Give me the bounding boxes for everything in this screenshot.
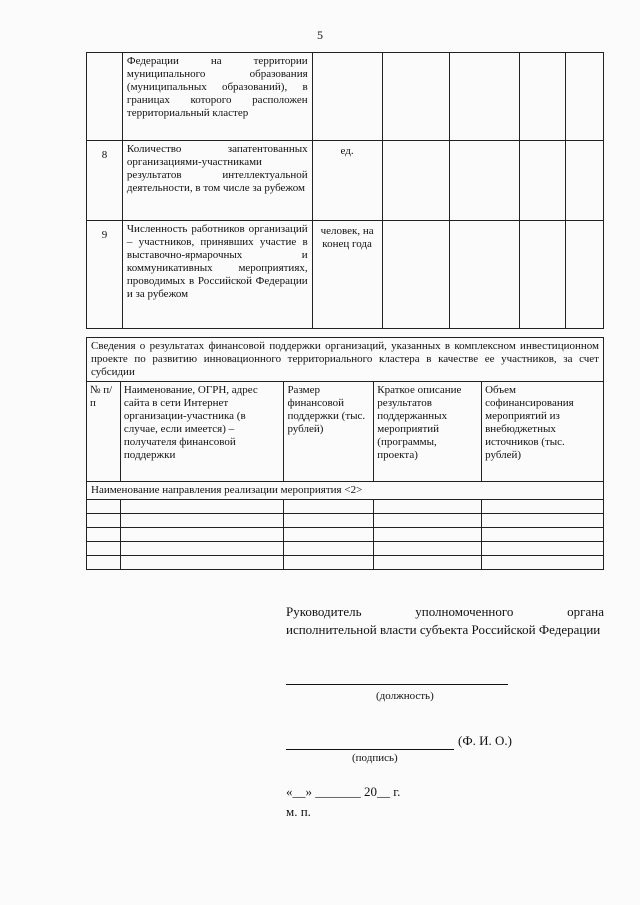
table-row — [87, 221, 604, 329]
column-header: Размер финансовой поддержки (тыс. рублей) — [284, 382, 374, 482]
empty-cell — [374, 528, 482, 542]
position-caption: (должность) — [376, 690, 434, 702]
value-cell — [566, 221, 604, 329]
position-line — [286, 684, 508, 685]
fio-label: (Ф. И. О.) — [458, 733, 512, 748]
empty-cell — [284, 500, 374, 514]
empty-cell — [482, 528, 604, 542]
indicators-table — [86, 52, 604, 329]
empty-cell — [284, 556, 374, 570]
signatory-title — [286, 603, 604, 639]
empty-cell — [374, 500, 482, 514]
empty-cell — [374, 556, 482, 570]
direction-row — [87, 482, 604, 500]
value-cell — [566, 53, 604, 141]
empty-cell — [120, 528, 284, 542]
table-row — [87, 53, 604, 141]
signature-line — [286, 749, 454, 750]
column-header: Краткое описание результатов поддержанных мероприятий (программы, проекта) — [374, 382, 482, 482]
empty-cell — [284, 542, 374, 556]
empty-cell — [120, 500, 284, 514]
page-number: 5 — [317, 28, 323, 42]
signature-caption: (подпись) — [352, 752, 398, 764]
empty-cell — [120, 514, 284, 528]
value-cell — [450, 53, 520, 141]
table-row — [87, 556, 604, 570]
empty-cell — [482, 500, 604, 514]
empty-cell — [87, 542, 121, 556]
value-cell — [450, 141, 520, 221]
empty-cell — [482, 514, 604, 528]
indicator-unit — [312, 53, 382, 141]
empty-cell — [120, 542, 284, 556]
value-cell — [520, 53, 566, 141]
empty-cell — [87, 528, 121, 542]
value-cell — [566, 141, 604, 221]
table-header-row — [87, 382, 604, 482]
table-row — [87, 542, 604, 556]
empty-cell — [87, 556, 121, 570]
row-number: 9 — [87, 221, 123, 329]
indicator-unit: ед. — [312, 141, 382, 221]
table-row — [87, 528, 604, 542]
signatory-title-word: уполномоченного — [415, 604, 514, 619]
value-cell — [382, 53, 450, 141]
empty-cell — [482, 542, 604, 556]
value-cell — [382, 221, 450, 329]
table-caption-row — [87, 338, 604, 382]
value-cell — [450, 221, 520, 329]
financial-support-table — [86, 337, 604, 570]
empty-cell — [284, 528, 374, 542]
empty-cell — [284, 514, 374, 528]
empty-cell — [87, 500, 121, 514]
indicator-name: Численность работников организаций – участников, принявших участие в выставочно-ярмарочных и коммуникативных мероприятиях, проводимых в Российской Федерации и за рубежом — [122, 221, 312, 329]
column-header: Наименование, ОГРН, адрес сайта в сети Интернет организации-участника (в случае, если имеется) – получателя финансовой поддержки — [120, 382, 284, 482]
column-header: Объем софинансирования мероприятий из внебюджетных источников (тыс. рублей) — [482, 382, 604, 482]
row-number: 8 — [87, 141, 123, 221]
row-number — [87, 53, 123, 141]
signatory-title-word: органа — [567, 604, 604, 619]
direction-label: Наименование направления реализации мероприятия <2> — [87, 482, 604, 500]
signatory-title-word: Руководитель — [286, 604, 362, 619]
indicator-name: Федерации на территории муниципального образования (муниципальных образований), в границах которого расположен территориальный кластер — [122, 53, 312, 141]
empty-cell — [374, 542, 482, 556]
stamp-place: м. п. — [286, 804, 311, 819]
signatory-title-rest: исполнительной власти субъекта Российской Федерации — [286, 622, 601, 637]
table-row — [87, 500, 604, 514]
table-caption: Сведения о результатах финансовой поддержки организаций, указанных в комплексном инвестиционном проекте по развитию инновационного территориального кластера в качестве ее участников, за счет субсидии — [87, 338, 604, 382]
indicator-name: Количество запатентованных организациями-участниками результатов интеллектуальной деятельности, в том числе за рубежом — [122, 141, 312, 221]
empty-cell — [87, 514, 121, 528]
table-row — [87, 141, 604, 221]
date-line: «__» _______ 20__ г. — [286, 784, 401, 799]
empty-cell — [120, 556, 284, 570]
value-cell — [520, 141, 566, 221]
empty-cell — [482, 556, 604, 570]
column-header: № п/п — [87, 382, 121, 482]
table-row — [87, 514, 604, 528]
empty-cell — [374, 514, 482, 528]
value-cell — [382, 141, 450, 221]
indicator-unit: человек, на конец года — [312, 221, 382, 329]
value-cell — [520, 221, 566, 329]
